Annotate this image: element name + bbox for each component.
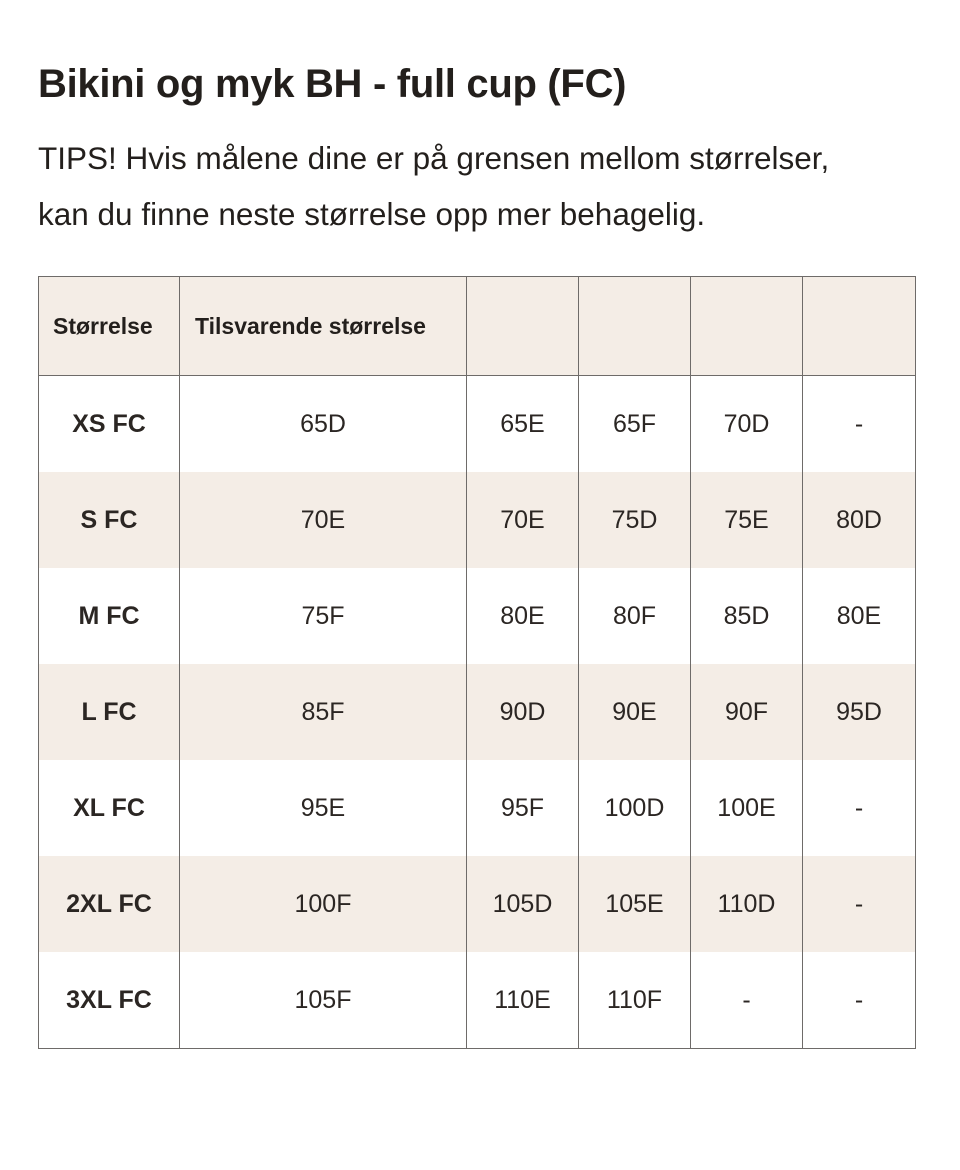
size-cell: S FC	[39, 472, 180, 568]
value-cell: 85F	[180, 664, 467, 760]
value-cell: 90D	[467, 664, 579, 760]
size-cell: L FC	[39, 664, 180, 760]
table-body	[39, 376, 916, 1049]
size-cell: 2XL FC	[39, 856, 180, 952]
value-cell: 90F	[691, 664, 803, 760]
value-cell: 110E	[467, 952, 579, 1049]
header-empty	[467, 277, 579, 376]
value-cell: -	[803, 952, 916, 1049]
value-cell: 95F	[467, 760, 579, 856]
table-row	[39, 664, 916, 760]
tips-line-1: TIPS! Hvis målene dine er på grensen mellom størrelser,	[38, 140, 830, 176]
value-cell: 70E	[180, 472, 467, 568]
size-cell: M FC	[39, 568, 180, 664]
header-empty	[803, 277, 916, 376]
value-cell: 105E	[579, 856, 691, 952]
table-row	[39, 568, 916, 664]
value-cell: -	[803, 856, 916, 952]
value-cell: 70E	[467, 472, 579, 568]
value-cell: 90E	[579, 664, 691, 760]
value-cell: 95D	[803, 664, 916, 760]
value-cell: 70D	[691, 376, 803, 473]
value-cell: 85D	[691, 568, 803, 664]
header-row	[39, 277, 916, 376]
size-cell: 3XL FC	[39, 952, 180, 1049]
table-row	[39, 760, 916, 856]
value-cell: -	[803, 376, 916, 473]
value-cell: 65F	[579, 376, 691, 473]
tips-text	[38, 130, 938, 242]
table-header	[39, 277, 916, 376]
value-cell: 110F	[579, 952, 691, 1049]
size-cell: XS FC	[39, 376, 180, 473]
table-row	[39, 856, 916, 952]
value-cell: 100E	[691, 760, 803, 856]
value-cell: 65D	[180, 376, 467, 473]
value-cell: 80F	[579, 568, 691, 664]
size-cell: XL FC	[39, 760, 180, 856]
header-empty	[691, 277, 803, 376]
value-cell: 80E	[803, 568, 916, 664]
value-cell: 80D	[803, 472, 916, 568]
value-cell: 100D	[579, 760, 691, 856]
tips-line-2: kan du finne neste størrelse opp mer behagelig.	[38, 196, 706, 232]
value-cell: 110D	[691, 856, 803, 952]
table-row	[39, 952, 916, 1049]
header-corresponding-size: Tilsvarende størrelse	[180, 277, 467, 376]
table-row	[39, 376, 916, 473]
value-cell: -	[691, 952, 803, 1049]
value-cell: 105D	[467, 856, 579, 952]
value-cell: 105F	[180, 952, 467, 1049]
value-cell: 75E	[691, 472, 803, 568]
header-size: Størrelse	[39, 277, 180, 376]
value-cell: 80E	[467, 568, 579, 664]
value-cell: 100F	[180, 856, 467, 952]
value-cell: 95E	[180, 760, 467, 856]
page-title: Bikini og myk BH - full cup (FC)	[38, 62, 627, 106]
header-empty	[579, 277, 691, 376]
value-cell: 75D	[579, 472, 691, 568]
size-table	[38, 276, 916, 1049]
value-cell: -	[803, 760, 916, 856]
value-cell: 65E	[467, 376, 579, 473]
table-row	[39, 472, 916, 568]
value-cell: 75F	[180, 568, 467, 664]
